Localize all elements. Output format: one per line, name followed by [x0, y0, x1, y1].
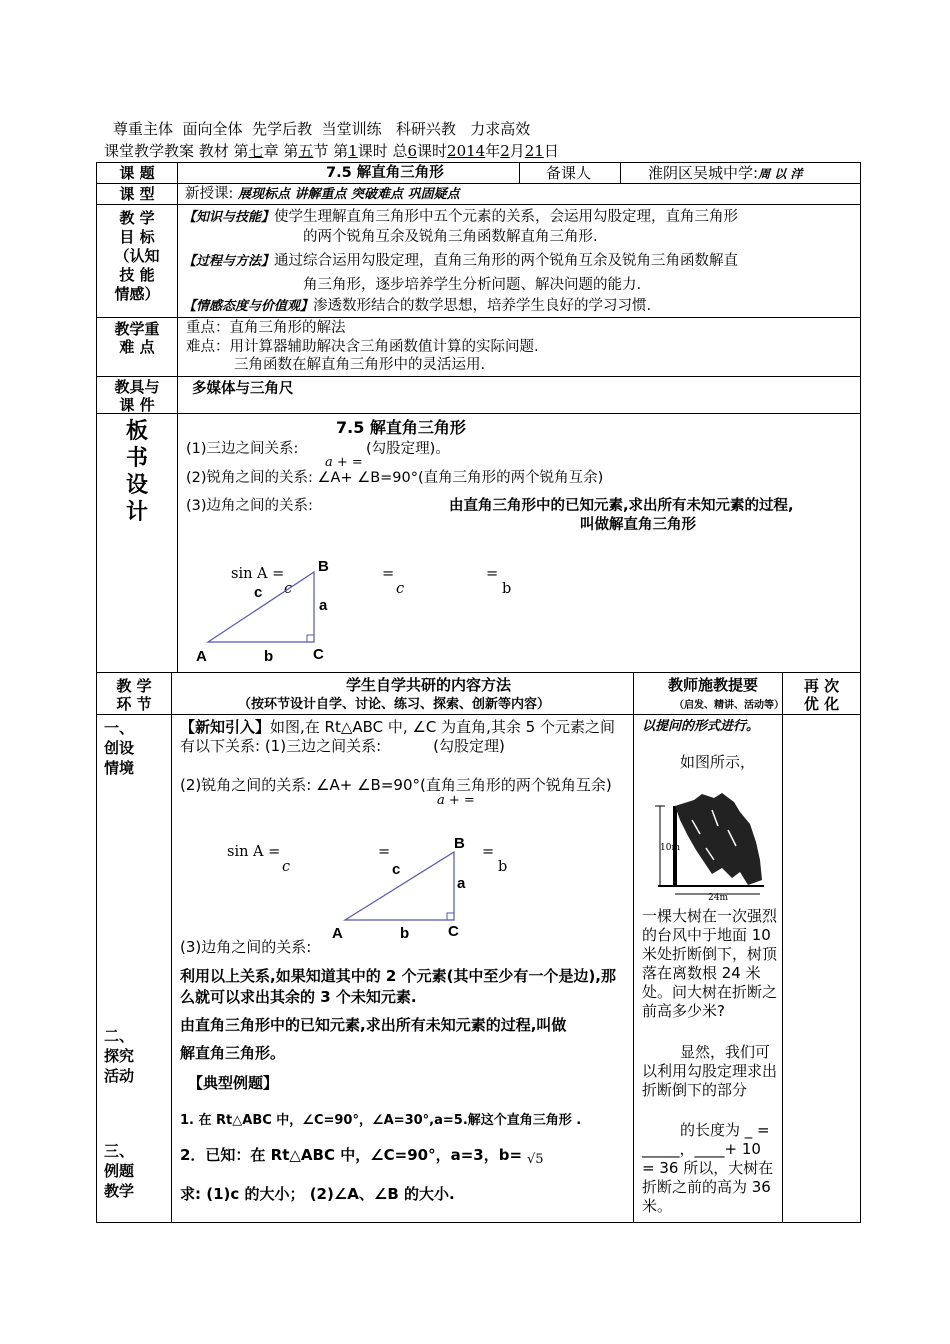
tools-label: 教具与 课 件: [114, 378, 160, 414]
fallen-tree-crown: [675, 793, 762, 885]
content-subheader: （按环节设计自学、讨论、练习、探索、创新等内容）: [238, 697, 551, 712]
board-formula: a + =: [325, 455, 363, 470]
vertex-C: C: [313, 646, 324, 663]
side-b: b: [264, 648, 274, 665]
board-definition-2: 叫做解直角三角形: [580, 517, 696, 533]
stage-1: 一、 创设 情境: [104, 719, 135, 777]
teacher-subheader: （启发、精讲、活动等）: [674, 700, 784, 711]
school-name: 淮阴区吴城中学:周 以 洋: [648, 164, 803, 182]
content-eq2: =: [482, 844, 495, 860]
vertex-A: A: [332, 925, 343, 942]
content-header: 学生自学共研的内容方法: [346, 676, 512, 694]
difficult-point-2: 三角函数在解直角三角形中的灵活运用.: [234, 357, 486, 373]
tree-problem: 一棵大树在一次强烈的台风中于地面 10 米处折断倒下，树顶落在离数根 24 米处。问大树在折断之前高多少米?: [642, 907, 778, 1020]
example-1: 1. 在 Rt△ABC 中，∠C=90°，∠A=30°,a=5.解这个直角三角形 .: [180, 1113, 582, 1128]
board-rel3: (3)边角之间的关系:: [186, 498, 313, 514]
school-motto: 尊重主体 面向全体 先学后教 当堂训练 科研兴教 力求高效: [113, 120, 531, 138]
board-title: 7.5 解直角三角形: [336, 418, 466, 437]
board-eq1: =: [382, 566, 395, 582]
side-a: a: [319, 597, 328, 614]
teacher-header: 教师施教提要: [668, 676, 759, 694]
board-den-b: b: [502, 581, 512, 597]
board-triangle: [190, 552, 340, 667]
side-a: a: [457, 875, 466, 892]
definition-line1: 由直角三角形中的已知元素,求出所有未知元素的过程,叫做: [180, 1016, 567, 1034]
knowledge-goal-cont: 的两个锐角互余及锐角三角函数解直角三角形.: [303, 229, 598, 245]
example-2-sqrt: √5: [527, 1152, 544, 1167]
height-label: 10m: [660, 843, 680, 853]
right-angle-mark: [447, 913, 454, 920]
example-2: 2．已知：在 Rt△ABC 中，∠C=90°，a=3，b=: [180, 1146, 523, 1164]
vertex-A: A: [196, 648, 207, 665]
triangle-shape: [208, 572, 314, 642]
intro-paragraph: 【新知引入】如图,在 Rt△ABC 中, ∠C 为直角,其余 5 个元素之间有以下关系: (1)三边之间关系: (勾股定理): [180, 718, 615, 755]
board-den-c: c: [284, 581, 293, 597]
vertex-B: B: [454, 835, 465, 852]
side-b: b: [400, 925, 410, 942]
board-rel1: (1)三边之间关系:: [186, 441, 299, 457]
prep-label: 备课人: [546, 164, 592, 182]
content-formula: a + =: [437, 793, 475, 808]
teacher-lead: 以提问的形式进行。: [642, 719, 760, 734]
board-rel1-note: (勾股定理)。: [366, 441, 450, 457]
tree-solution-2: 的长度为 _ = _____，____+ 10 = 36 所以，大树在折断之前的高为 36 米。: [642, 1121, 774, 1215]
width-label: 24m: [708, 893, 728, 902]
difficult-point: 难点：用计算器辅助解决含三角函数值计算的实际问题.: [186, 339, 539, 355]
board-sin: sin A =: [231, 566, 285, 582]
topic-label: 课 题: [119, 164, 155, 182]
board-definition: 由直角三角形中的已知元素,求出所有未知元素的过程,: [449, 498, 794, 514]
figure-intro: 如图所示，: [680, 753, 756, 771]
vertex-B: B: [318, 558, 329, 575]
right-angle-mark: [307, 635, 314, 642]
examples-heading: 【典型例题】: [188, 1074, 279, 1092]
side-angle-relation: (3)边角之间的关系:: [180, 938, 312, 956]
content-eq1: =: [378, 844, 391, 860]
teacher-name: 周 以 洋: [758, 167, 803, 181]
side-c: c: [392, 861, 401, 878]
known-elements-paragraph: 利用以上关系,如果知道其中的 2 个元素(其中至少有一个是边),那么就可以求出其余的 3 个未知元素.: [180, 967, 616, 1006]
content-den-c: c: [282, 859, 291, 875]
topic-value: 7.5 解直角三角形: [326, 165, 444, 181]
type-label: 课 型: [119, 185, 155, 203]
tools-value: 多媒体与三角尺: [192, 381, 294, 397]
broken-tree-figure: [652, 790, 772, 902]
stage-2: 二、 探究 活动: [104, 1027, 135, 1085]
board-den-c2: c: [396, 581, 405, 597]
key-point: 重点：直角三角形的解法: [186, 320, 346, 336]
process-goal-cont: 角三角形，逐步培养学生分析问题、解决问题的能力.: [303, 277, 642, 293]
knowledge-goal: 【知识与技能】使学生理解直角三角形中五个元素的关系，会运用勾股定理，直角三角形: [183, 209, 739, 225]
angle-relation: (2)锐角之间的关系: ∠A+ ∠B=90°(直角三角形的两个锐角互余): [180, 776, 612, 794]
board-label: 板 书 设 计: [125, 419, 148, 525]
tree-solution: 显然，我们可以利用勾股定理求出折断倒下的部分: [642, 1043, 778, 1099]
optimize-header: 再 次 优 化: [803, 677, 840, 713]
stage-3: 三、 例题 教学: [104, 1142, 135, 1200]
side-c: c: [254, 584, 263, 601]
goals-label: 教 学 目 标 （认知 技 能 情感）: [114, 209, 160, 303]
keypoints-label: 教学重 难 点: [114, 320, 160, 356]
stage-header: 教 学 环 节: [116, 677, 152, 713]
content-triangle: [326, 828, 486, 943]
content-sin: sin A =: [227, 844, 281, 860]
vertex-C: C: [448, 923, 459, 940]
process-goal: 【过程与方法】通过综合运用勾股定理，直角三角形的两个锐角互余及锐角三角函数解直: [183, 253, 739, 269]
definition-line2: 解直角三角形。: [180, 1044, 286, 1062]
board-rel2: (2)锐角之间的关系: ∠A+ ∠B=90°(直角三角形的两个锐角互余): [186, 470, 604, 486]
board-eq2: =: [486, 566, 499, 582]
type-value: 新授课: 展现标点 讲解重点 突破难点 巩固疑点: [185, 186, 460, 202]
example-2-question: 求: (1)c 的大小； (2)∠A、∠B 的大小.: [180, 1185, 455, 1203]
emotion-goal: 【情感态度与价值观】渗透数形结合的数学思想，培养学生良好的学习习惯.: [183, 298, 652, 314]
content-den-b: b: [498, 859, 508, 875]
lesson-header: 课堂教学教案 教材 第七章 第五节 第1课时 总6课时2014年2月21日: [104, 142, 559, 160]
